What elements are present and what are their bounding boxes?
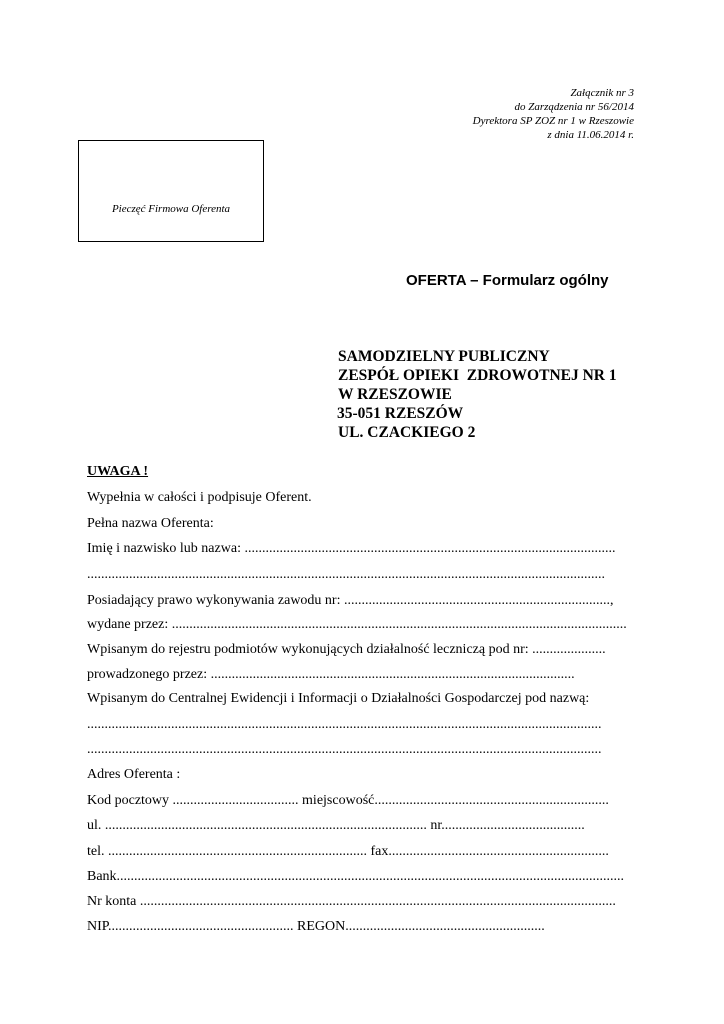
instruction-text: Wypełnia w całości i podpisuje Oferent. bbox=[87, 490, 312, 505]
page-title: OFERTA – Formularz ogólny bbox=[406, 272, 609, 289]
name-field[interactable]: Imię i nazwisko lub nazwa: .......................................................................................................... bbox=[87, 541, 616, 556]
license-number-field[interactable]: Posiadający prawo wykonywania zawodu nr: ............................................................................, bbox=[87, 593, 614, 608]
address-label: Adres Oferenta : bbox=[87, 767, 181, 782]
annex-header bbox=[473, 86, 634, 142]
registry-number-field[interactable]: Wpisanym do rejestru podmiotów wykonujących działalność leczniczą pod nr: ..................... bbox=[87, 642, 606, 657]
address-line-4: 35-051 RZESZÓW bbox=[337, 405, 464, 422]
warning-heading: UWAGA ! bbox=[87, 464, 149, 479]
license-issuer-field[interactable]: wydane przez: .................................................................................................................................. bbox=[87, 617, 627, 632]
annex-director: Dyrektora SP ZOZ nr 1 w Rzeszowie bbox=[472, 115, 634, 127]
annex-date: z dnia 11.06.2014 r. bbox=[547, 129, 634, 141]
address-line-3: W RZESZOWIE bbox=[338, 386, 452, 403]
nip-regon-field[interactable]: NIP..................................................... REGON......................................................... bbox=[87, 919, 545, 934]
ceidg-label: Wpisanym do Centralnej Ewidencji i Informacji o Działalności Gospodarczej pod nazwą: bbox=[87, 691, 590, 706]
street-number-field[interactable]: ul. ............................................................................................ nr......................................... bbox=[87, 818, 585, 833]
address-line-2: ZESPÓŁ OPIEKI ZDROWOTNEJ NR 1 bbox=[338, 367, 617, 384]
ceidg-name-field-2[interactable]: ................................................................................................................................................... bbox=[87, 742, 602, 757]
full-name-label: Pełna nazwa Oferenta: bbox=[87, 516, 214, 531]
annex-number: Załącznik nr 3 bbox=[570, 87, 634, 99]
ceidg-name-field-1[interactable]: ................................................................................................................................................... bbox=[87, 717, 602, 732]
address-line-1: SAMODZIELNY PUBLICZNY bbox=[338, 348, 550, 365]
annex-regulation: do Zarządzenia nr 56/2014 bbox=[514, 101, 634, 113]
company-stamp-label: Pieczęć Firmowa Oferenta bbox=[111, 203, 231, 215]
address-line-5: UL. CZACKIEGO 2 bbox=[338, 424, 476, 441]
recipient-address bbox=[338, 347, 617, 442]
registry-keeper-field[interactable]: prowadzonego przez: ........................................................................................................ bbox=[87, 667, 575, 682]
account-number-field[interactable]: Nr konta ........................................................................................................................................ bbox=[87, 894, 616, 909]
phone-fax-field[interactable]: tel. .......................................................................... fax............................................................... bbox=[87, 844, 609, 859]
name-continuation-field[interactable]: .................................................................................................................................................... bbox=[87, 567, 605, 582]
bank-field[interactable]: Bank................................................................................................................................................. bbox=[87, 869, 625, 884]
postal-city-field[interactable]: Kod pocztowy .................................... miejscowość................................................................... bbox=[87, 793, 609, 808]
company-stamp-box bbox=[78, 140, 264, 242]
